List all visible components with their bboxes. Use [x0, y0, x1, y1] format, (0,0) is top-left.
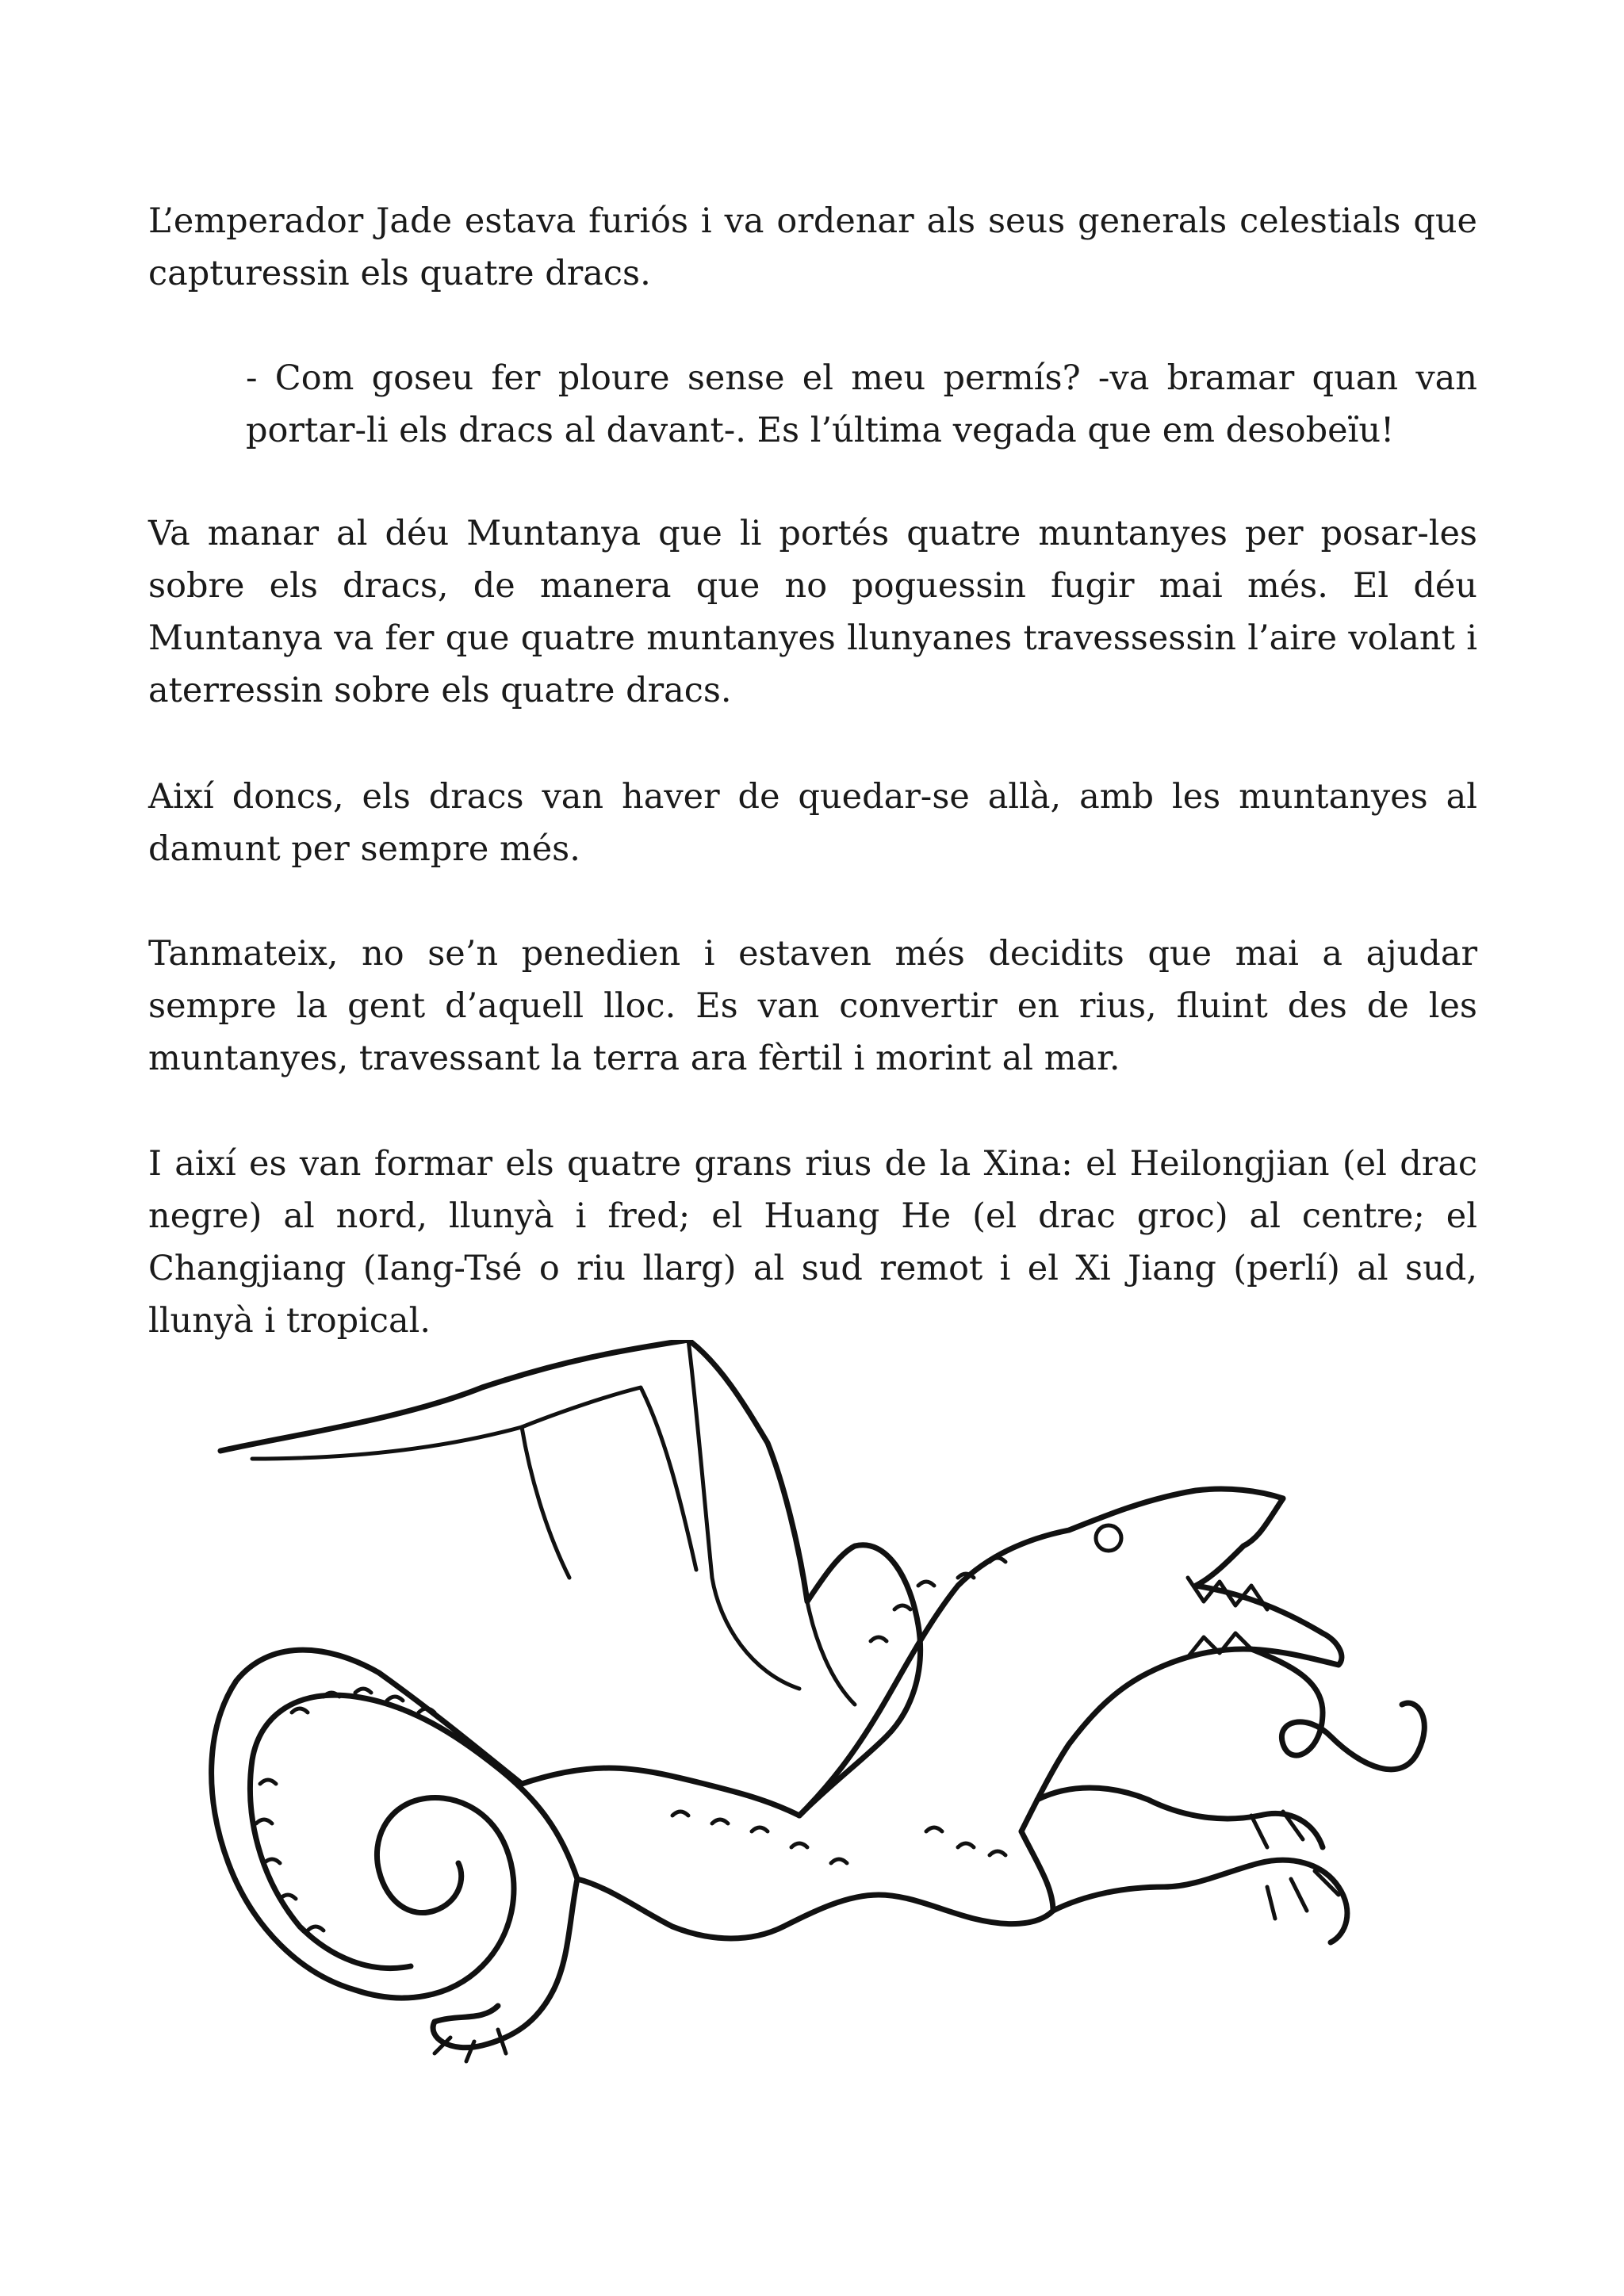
paragraph-3: Així doncs, els dracs van haver de quedar-se allà, amb les muntanyes al damunt per sempre més. — [148, 777, 1477, 869]
dragon-illustration — [197, 1340, 1465, 2069]
dialogue-quote: - Com goseu fer ploure sense el meu permís? -va bramar quan van portar-li els dracs al davant-. Es l’última vegada que em desobeïu! — [246, 358, 1477, 450]
paragraph-1: L’emperador Jade estava furiós i va ordenar als seus generals celestials que capturessin els quatre dracs. — [148, 201, 1477, 293]
paragraph-5: I així es van formar els quatre grans rius de la Xina: el Heilongjian (el drac negre) al nord, llunyà i fred; el Huang He (el drac groc) al centre; el Changjiang (Iang-Tsé o riu llarg) al sud remot i el Xi Jiang (perlí) al sud, llunyà i tropical. — [148, 1144, 1477, 1341]
paragraph-4: Tanmateix, no se’n penedien i estaven més decidits que mai a ajudar sempre la gent d’aquell lloc. Es van convertir en rius, fluint des de les muntanyes, travessant la terra ara fèrtil i morint al mar. — [148, 934, 1477, 1078]
paragraph-2: Va manar al déu Muntanya que li portés quatre muntanyes per posar-les sobre els dracs, de manera que no poguessin fugir mai més. El déu Muntanya va fer que quatre muntanyes llunyanes travessessin l’aire volant i aterressin sobre els quatre dracs. — [148, 514, 1477, 710]
